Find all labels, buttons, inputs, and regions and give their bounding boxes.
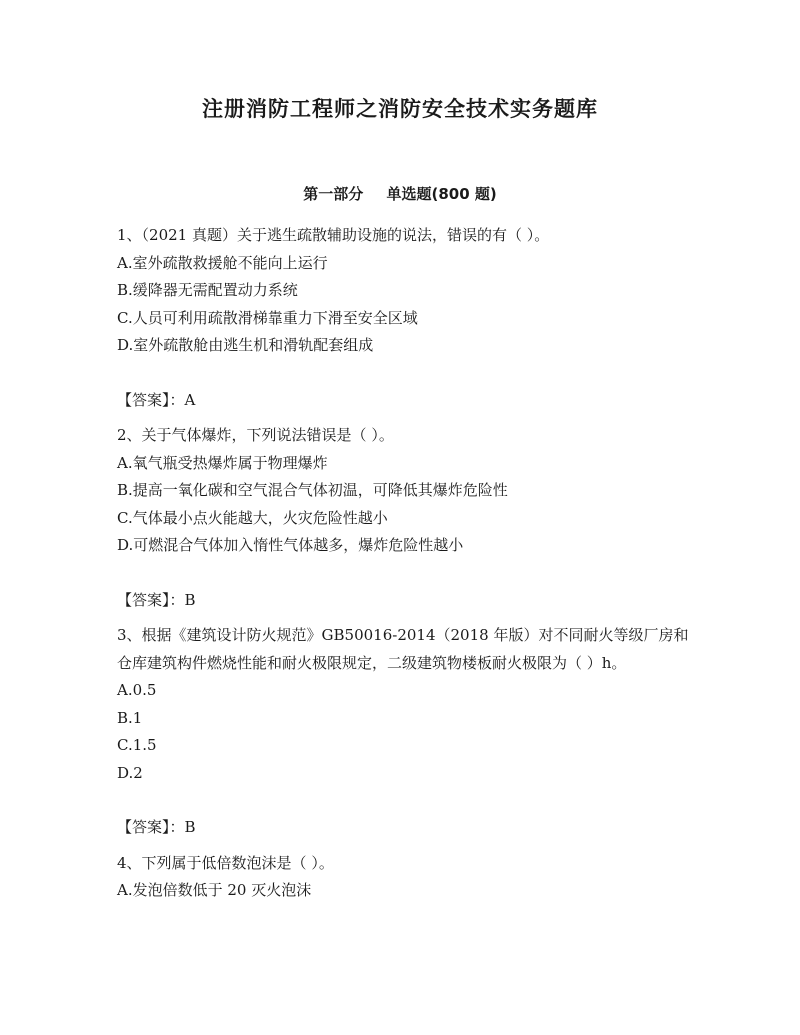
question-stem: 1、（2021 真题）关于逃生疏散辅助设施的说法，错误的有（ ）。 xyxy=(117,226,550,244)
option-d: D.可燃混合气体加入惰性气体越多，爆炸危险性越小 xyxy=(117,536,464,554)
question-item xyxy=(117,850,697,905)
option-c: C.人员可利用疏散滑梯靠重力下滑至安全区域 xyxy=(117,308,418,327)
section-heading xyxy=(0,183,800,204)
option-b: B.1 xyxy=(117,708,143,727)
option-b: B.缓降器无需配置动力系统 xyxy=(117,281,298,299)
option-b: B.提高一氧化碳和空气混合气体初温，可降低其爆炸危险性 xyxy=(117,481,508,499)
question-stem: 2、关于气体爆炸，下列说法错误是（ ）。 xyxy=(117,426,394,444)
question-item xyxy=(117,222,697,414)
question-item xyxy=(117,422,697,614)
answer-line: 【答案】：B xyxy=(117,590,196,609)
answer-line: 【答案】：A xyxy=(117,390,196,409)
option-a: A.室外疏散救援舱不能向上运行 xyxy=(117,253,328,272)
question-stem: 4、下列属于低倍数泡沫是（ ）。 xyxy=(117,853,334,872)
document-title: 注册消防工程师之消防安全技术实务题库 xyxy=(202,97,598,121)
option-c: C.1.5 xyxy=(117,736,157,754)
option-c: C.气体最小点火能越大，火灾危险性越小 xyxy=(117,508,388,527)
question-item xyxy=(117,622,697,842)
section-part-label: 第一部分 xyxy=(303,185,364,203)
answer-line: 【答案】：B xyxy=(117,818,196,836)
section-name-label: 单选题(800 题) xyxy=(386,185,497,203)
option-d: D.2 xyxy=(117,763,143,782)
question-list xyxy=(117,222,697,905)
option-d: D.室外疏散舱由逃生机和滑轨配套组成 xyxy=(117,336,374,354)
option-a: A.0.5 xyxy=(117,681,157,699)
question-stem: 3、根据《建筑设计防火规范》GB50016-2014（2018 年版）对不同耐火等级厂房和仓库建筑构件燃烧性能和耐火极限规定，二级建筑物楼板耐火极限为（ ）h。 xyxy=(117,626,689,672)
option-a: A.发泡倍数低于 20 灭火泡沫 xyxy=(117,881,312,899)
option-a: A.氧气瓶受热爆炸属于物理爆炸 xyxy=(117,453,328,472)
